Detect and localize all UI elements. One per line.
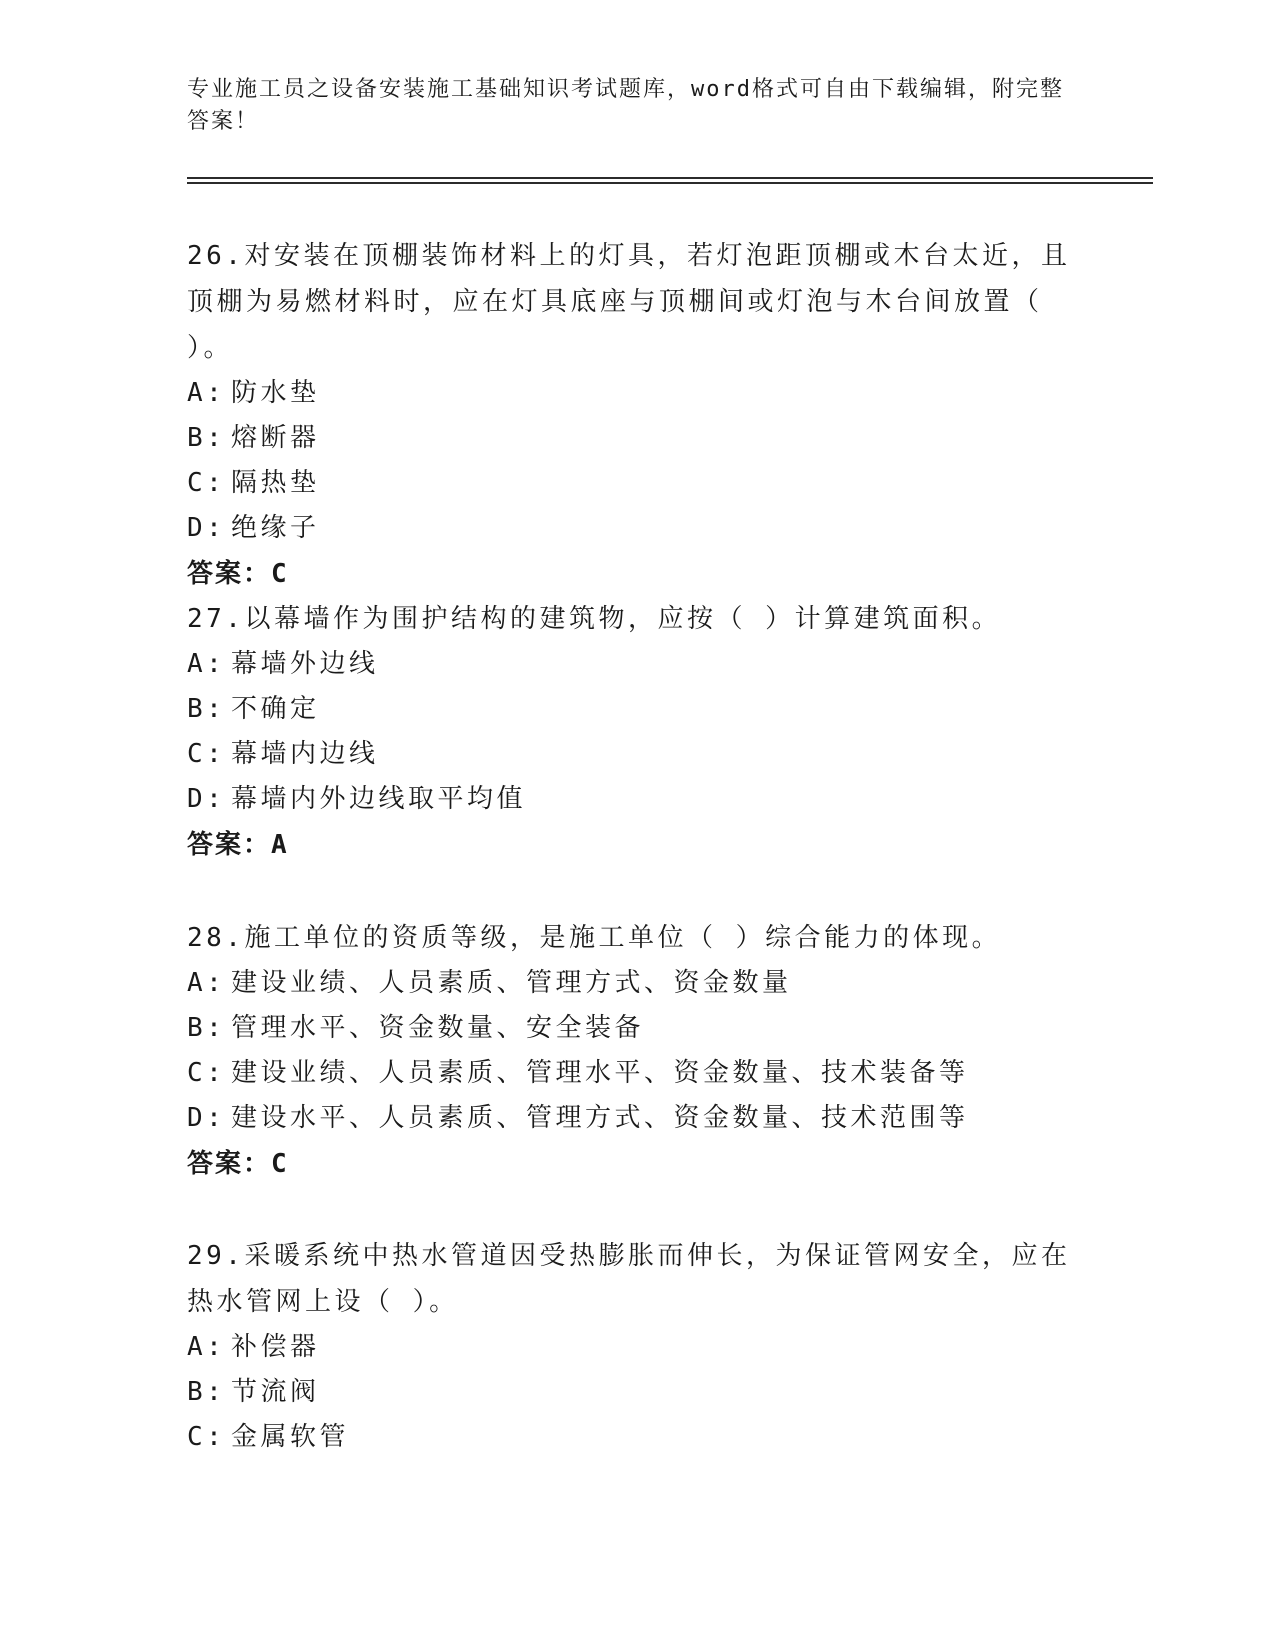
option-letter: B:: [187, 694, 226, 724]
option-a: [187, 961, 1087, 1006]
option-c: [187, 1051, 1087, 1096]
option-b: [187, 687, 1087, 732]
option-letter: D:: [187, 784, 226, 814]
option-d: [187, 506, 1087, 551]
option-b: [187, 416, 1087, 461]
option-letter: D:: [187, 513, 226, 543]
question-29: [187, 1233, 1087, 1460]
question-stem: 29.采暖系统中热水管道因受热膨胀而伸长，为保证管网安全，应在热水管网上设（ ）。: [187, 1241, 1071, 1317]
option-text: 建设水平、人员素质、管理方式、资金数量、技术范围等: [231, 1103, 969, 1133]
option-a: [187, 371, 1087, 416]
option-c: [187, 1415, 1087, 1460]
option-letter: C:: [187, 468, 226, 498]
option-a: [187, 642, 1087, 687]
option-text: 节流阀: [231, 1377, 320, 1407]
option-letter: B:: [187, 1013, 226, 1043]
document-header: 专业施工员之设备安装施工基础知识考试题库，word格式可自由下载编辑，附完整答案！: [187, 77, 1064, 134]
option-letter: D:: [187, 1103, 226, 1133]
option-text: 熔断器: [231, 423, 320, 453]
question-27: [187, 596, 1087, 868]
option-letter: A:: [187, 968, 226, 998]
option-text: 绝缘子: [231, 513, 320, 543]
option-letter: B:: [187, 423, 226, 453]
option-c: [187, 461, 1087, 506]
option-d: [187, 777, 1087, 822]
option-b: [187, 1006, 1087, 1051]
option-text: 建设业绩、人员素质、管理方式、资金数量: [231, 968, 792, 998]
question-28: [187, 915, 1087, 1187]
option-text: 不确定: [231, 694, 320, 724]
option-letter: A:: [187, 649, 226, 679]
option-c: [187, 732, 1087, 777]
option-letter: A:: [187, 378, 226, 408]
question-stem: 27.以幕墙作为围护结构的建筑物，应按（ ）计算建筑面积。: [187, 604, 1002, 634]
option-letter: C:: [187, 739, 226, 769]
option-text: 建设业绩、人员素质、管理水平、资金数量、技术装备等: [231, 1058, 969, 1088]
answer: 答案：C: [187, 1149, 289, 1179]
question-stem: 28.施工单位的资质等级，是施工单位（ ）综合能力的体现。: [187, 923, 1002, 953]
option-text: 幕墙外边线: [231, 649, 379, 679]
option-text: 幕墙内边线: [231, 739, 379, 769]
header-divider-bottom: [187, 182, 1153, 184]
header-divider-top: [187, 177, 1153, 179]
question-26: [187, 233, 1087, 597]
option-text: 补偿器: [231, 1332, 320, 1362]
option-letter: C:: [187, 1422, 226, 1452]
option-letter: A:: [187, 1332, 226, 1362]
option-text: 隔热垫: [231, 468, 320, 498]
question-stem: 26.对安装在顶棚装饰材料上的灯具，若灯泡距顶棚或木台太近，且顶棚为易燃材料时，应在灯具底座与顶棚间或灯泡与木台间放置（ ）。: [187, 241, 1071, 363]
option-b: [187, 1370, 1087, 1415]
option-d: [187, 1096, 1087, 1141]
option-text: 金属软管: [231, 1422, 350, 1452]
option-text: 幕墙内外边线取平均值: [231, 784, 527, 814]
answer: 答案：A: [187, 830, 289, 860]
option-a: [187, 1325, 1087, 1370]
answer: 答案：C: [187, 559, 289, 589]
option-text: 管理水平、资金数量、安全装备: [231, 1013, 645, 1043]
option-text: 防水垫: [231, 378, 320, 408]
option-letter: B:: [187, 1377, 226, 1407]
option-letter: C:: [187, 1058, 226, 1088]
